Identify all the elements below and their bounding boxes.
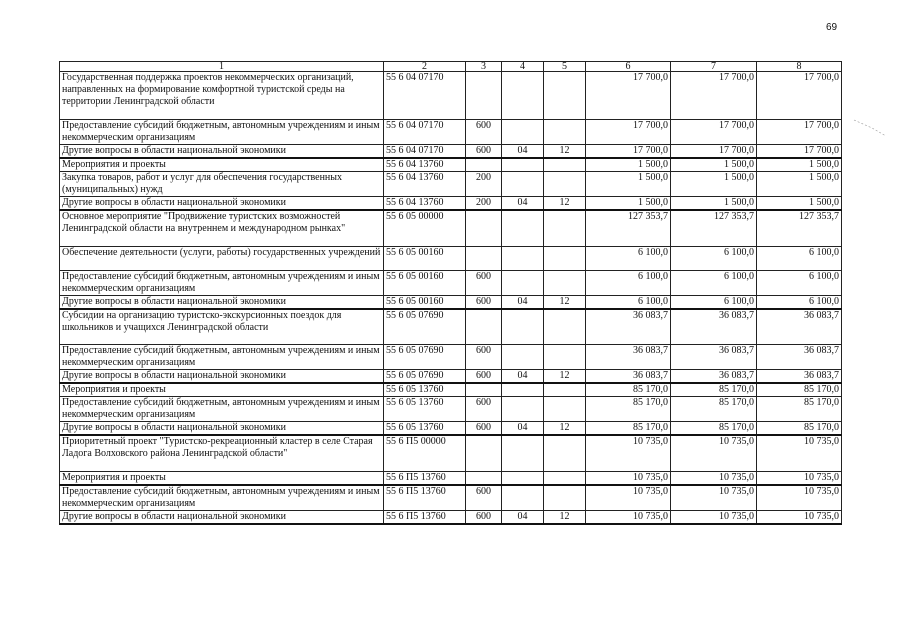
row-rz-cell <box>502 309 544 345</box>
table-row <box>60 397 842 422</box>
column-header-1: 1 <box>60 62 384 72</box>
row-rz-cell <box>502 120 544 145</box>
row-value-8-cell: 10 735,0 <box>757 435 842 471</box>
row-name-cell: Мероприятия и проекты <box>60 158 384 172</box>
row-value-7-cell: 10 735,0 <box>671 471 757 485</box>
row-pr-cell <box>544 397 586 422</box>
row-value-6-cell: 17 700,0 <box>586 145 671 159</box>
row-rz-cell <box>502 345 544 370</box>
row-rz-cell <box>502 172 544 197</box>
row-value-6-cell: 85 170,0 <box>586 422 671 436</box>
row-name-cell: Предоставление субсидий бюджетным, автономным учреждениям и иным некоммерческим организациям <box>60 120 384 145</box>
row-value-6-cell: 6 100,0 <box>586 246 671 270</box>
row-value-6-cell: 127 353,7 <box>586 210 671 246</box>
row-code-cell: 55 6 05 07690 <box>384 309 466 345</box>
row-value-7-cell: 85 170,0 <box>671 383 757 397</box>
row-value-8-cell: 127 353,7 <box>757 210 842 246</box>
row-value-7-cell: 17 700,0 <box>671 72 757 120</box>
row-name-cell: Другие вопросы в области национальной экономики <box>60 295 384 309</box>
row-name-cell: Основное мероприятие "Продвижение туристских возможностей Ленинградской области на внутреннем и международном рынках" <box>60 210 384 246</box>
row-code-cell: 55 6 05 13760 <box>384 397 466 422</box>
row-value-6-cell: 1 500,0 <box>586 158 671 172</box>
row-rz-cell <box>502 435 544 471</box>
row-vr-cell: 600 <box>466 120 502 145</box>
row-rz-cell <box>502 270 544 295</box>
row-value-6-cell: 6 100,0 <box>586 270 671 295</box>
column-header-4: 4 <box>502 62 544 72</box>
table-row <box>60 435 842 471</box>
row-value-8-cell: 36 083,7 <box>757 309 842 345</box>
row-code-cell: 55 6 05 07690 <box>384 370 466 384</box>
row-rz-cell: 04 <box>502 197 544 211</box>
row-pr-cell: 12 <box>544 145 586 159</box>
row-code-cell: 55 6 05 00000 <box>384 210 466 246</box>
row-pr-cell: 12 <box>544 295 586 309</box>
row-pr-cell <box>544 485 586 511</box>
table-row <box>60 383 842 397</box>
row-value-7-cell: 10 735,0 <box>671 485 757 511</box>
row-rz-cell <box>502 485 544 511</box>
row-value-8-cell: 6 100,0 <box>757 246 842 270</box>
row-code-cell: 55 6 05 13760 <box>384 383 466 397</box>
row-vr-cell <box>466 210 502 246</box>
row-value-8-cell: 10 735,0 <box>757 485 842 511</box>
row-value-7-cell: 17 700,0 <box>671 120 757 145</box>
column-header-6: 6 <box>586 62 671 72</box>
table-row <box>60 422 842 436</box>
row-pr-cell <box>544 158 586 172</box>
row-vr-cell: 600 <box>466 295 502 309</box>
row-value-8-cell: 85 170,0 <box>757 397 842 422</box>
table-row <box>60 270 842 295</box>
row-vr-cell <box>466 309 502 345</box>
row-name-cell: Мероприятия и проекты <box>60 471 384 485</box>
row-value-8-cell: 17 700,0 <box>757 145 842 159</box>
page-number: 69 <box>826 22 838 33</box>
row-name-cell: Субсидии на организацию туристско-экскурсионных поездок для школьников и учащихся Ленинградской области <box>60 309 384 345</box>
row-value-6-cell: 17 700,0 <box>586 120 671 145</box>
row-vr-cell <box>466 383 502 397</box>
row-rz-cell: 04 <box>502 370 544 384</box>
row-rz-cell: 04 <box>502 295 544 309</box>
row-vr-cell: 600 <box>466 370 502 384</box>
row-rz-cell <box>502 383 544 397</box>
row-name-cell: Закупка товаров, работ и услуг для обеспечения государственных (муниципальных) нужд <box>60 172 384 197</box>
row-pr-cell: 12 <box>544 197 586 211</box>
row-pr-cell <box>544 309 586 345</box>
row-pr-cell: 12 <box>544 422 586 436</box>
row-value-8-cell: 85 170,0 <box>757 383 842 397</box>
row-code-cell: 55 6 04 13760 <box>384 158 466 172</box>
row-pr-cell <box>544 210 586 246</box>
row-code-cell: 55 6 04 13760 <box>384 172 466 197</box>
row-value-6-cell: 36 083,7 <box>586 309 671 345</box>
row-value-8-cell: 17 700,0 <box>757 72 842 120</box>
row-value-7-cell: 127 353,7 <box>671 210 757 246</box>
row-vr-cell: 200 <box>466 172 502 197</box>
table-row <box>60 345 842 370</box>
table-row <box>60 172 842 197</box>
row-rz-cell <box>502 471 544 485</box>
row-pr-cell <box>544 435 586 471</box>
row-rz-cell: 04 <box>502 422 544 436</box>
row-name-cell: Государственная поддержка проектов некоммерческих организаций, направленных на формирование комфортной туристской среды на территории Ленинградской области <box>60 72 384 120</box>
row-rz-cell: 04 <box>502 145 544 159</box>
row-value-8-cell: 36 083,7 <box>757 345 842 370</box>
scan-artifact-mark <box>852 118 888 138</box>
table-header-row <box>60 62 842 72</box>
row-vr-cell <box>466 72 502 120</box>
row-value-8-cell: 1 500,0 <box>757 197 842 211</box>
row-value-8-cell: 17 700,0 <box>757 120 842 145</box>
row-code-cell: 55 6 04 13760 <box>384 197 466 211</box>
row-value-6-cell: 1 500,0 <box>586 172 671 197</box>
row-pr-cell <box>544 246 586 270</box>
row-value-8-cell: 10 735,0 <box>757 471 842 485</box>
table-row <box>60 120 842 145</box>
row-code-cell: 55 6 05 13760 <box>384 422 466 436</box>
row-code-cell: 55 6 04 07170 <box>384 72 466 120</box>
row-value-6-cell: 1 500,0 <box>586 197 671 211</box>
row-pr-cell <box>544 383 586 397</box>
row-code-cell: 55 6 П5 00000 <box>384 435 466 471</box>
row-code-cell: 55 6 05 00160 <box>384 295 466 309</box>
row-pr-cell <box>544 172 586 197</box>
row-value-7-cell: 1 500,0 <box>671 158 757 172</box>
row-value-6-cell: 85 170,0 <box>586 383 671 397</box>
row-name-cell: Мероприятия и проекты <box>60 383 384 397</box>
row-name-cell: Предоставление субсидий бюджетным, автономным учреждениям и иным некоммерческим организациям <box>60 345 384 370</box>
row-vr-cell: 600 <box>466 345 502 370</box>
row-vr-cell <box>466 435 502 471</box>
row-pr-cell <box>544 72 586 120</box>
row-pr-cell <box>544 120 586 145</box>
row-value-6-cell: 10 735,0 <box>586 471 671 485</box>
row-value-7-cell: 36 083,7 <box>671 309 757 345</box>
row-name-cell: Предоставление субсидий бюджетным, автономным учреждениям и иным некоммерческим организациям <box>60 397 384 422</box>
table-row <box>60 158 842 172</box>
row-value-7-cell: 85 170,0 <box>671 422 757 436</box>
row-name-cell: Обеспечение деятельности (услуги, работы) государственных учреждений <box>60 246 384 270</box>
column-header-2: 2 <box>384 62 466 72</box>
row-name-cell: Приоритетный проект "Туристско-рекреационный кластер в селе Старая Ладога Волховского района Ленинградской области" <box>60 435 384 471</box>
row-value-7-cell: 6 100,0 <box>671 270 757 295</box>
row-pr-cell <box>544 270 586 295</box>
row-rz-cell <box>502 158 544 172</box>
table-row <box>60 485 842 511</box>
row-name-cell: Другие вопросы в области национальной экономики <box>60 197 384 211</box>
row-value-7-cell: 85 170,0 <box>671 397 757 422</box>
row-code-cell: 55 6 П5 13760 <box>384 471 466 485</box>
column-header-5: 5 <box>544 62 586 72</box>
row-value-7-cell: 10 735,0 <box>671 435 757 471</box>
table-row <box>60 471 842 485</box>
row-value-6-cell: 36 083,7 <box>586 345 671 370</box>
row-code-cell: 55 6 П5 13760 <box>384 510 466 524</box>
row-value-7-cell: 10 735,0 <box>671 510 757 524</box>
row-value-7-cell: 6 100,0 <box>671 246 757 270</box>
row-value-6-cell: 36 083,7 <box>586 370 671 384</box>
row-value-7-cell: 36 083,7 <box>671 345 757 370</box>
row-code-cell: 55 6 05 07690 <box>384 345 466 370</box>
row-value-6-cell: 6 100,0 <box>586 295 671 309</box>
row-value-8-cell: 1 500,0 <box>757 172 842 197</box>
row-value-8-cell: 1 500,0 <box>757 158 842 172</box>
row-value-8-cell: 6 100,0 <box>757 270 842 295</box>
row-vr-cell: 600 <box>466 422 502 436</box>
row-name-cell: Другие вопросы в области национальной экономики <box>60 510 384 524</box>
table-row <box>60 370 842 384</box>
row-vr-cell: 600 <box>466 270 502 295</box>
row-vr-cell <box>466 158 502 172</box>
row-name-cell: Другие вопросы в области национальной экономики <box>60 370 384 384</box>
row-rz-cell <box>502 246 544 270</box>
row-value-7-cell: 36 083,7 <box>671 370 757 384</box>
row-code-cell: 55 6 П5 13760 <box>384 485 466 511</box>
row-name-cell: Другие вопросы в области национальной экономики <box>60 422 384 436</box>
row-value-7-cell: 1 500,0 <box>671 172 757 197</box>
row-value-8-cell: 6 100,0 <box>757 295 842 309</box>
table-row <box>60 295 842 309</box>
row-name-cell: Другие вопросы в области национальной экономики <box>60 145 384 159</box>
row-code-cell: 55 6 05 00160 <box>384 246 466 270</box>
table-body <box>60 72 842 524</box>
table-row <box>60 197 842 211</box>
column-header-8: 8 <box>757 62 842 72</box>
row-value-7-cell: 17 700,0 <box>671 145 757 159</box>
column-header-7: 7 <box>671 62 757 72</box>
table-row <box>60 145 842 159</box>
row-value-8-cell: 36 083,7 <box>757 370 842 384</box>
row-vr-cell: 200 <box>466 197 502 211</box>
row-value-7-cell: 6 100,0 <box>671 295 757 309</box>
table-row <box>60 309 842 345</box>
row-rz-cell <box>502 72 544 120</box>
row-vr-cell: 600 <box>466 485 502 511</box>
row-name-cell: Предоставление субсидий бюджетным, автономным учреждениям и иным некоммерческим организациям <box>60 485 384 511</box>
row-value-6-cell: 10 735,0 <box>586 435 671 471</box>
row-pr-cell <box>544 345 586 370</box>
row-rz-cell <box>502 397 544 422</box>
row-vr-cell <box>466 246 502 270</box>
table-row <box>60 510 842 524</box>
row-pr-cell: 12 <box>544 510 586 524</box>
row-pr-cell: 12 <box>544 370 586 384</box>
budget-table <box>59 61 842 525</box>
column-header-3: 3 <box>466 62 502 72</box>
row-vr-cell: 600 <box>466 397 502 422</box>
row-value-6-cell: 10 735,0 <box>586 485 671 511</box>
row-value-8-cell: 10 735,0 <box>757 510 842 524</box>
row-vr-cell <box>466 471 502 485</box>
row-value-6-cell: 10 735,0 <box>586 510 671 524</box>
table-row <box>60 72 842 120</box>
row-vr-cell: 600 <box>466 510 502 524</box>
row-vr-cell: 600 <box>466 145 502 159</box>
row-code-cell: 55 6 04 07170 <box>384 120 466 145</box>
row-rz-cell <box>502 210 544 246</box>
row-code-cell: 55 6 05 00160 <box>384 270 466 295</box>
row-value-8-cell: 85 170,0 <box>757 422 842 436</box>
row-value-6-cell: 85 170,0 <box>586 397 671 422</box>
row-pr-cell <box>544 471 586 485</box>
row-code-cell: 55 6 04 07170 <box>384 145 466 159</box>
table-row <box>60 246 842 270</box>
row-value-6-cell: 17 700,0 <box>586 72 671 120</box>
row-rz-cell: 04 <box>502 510 544 524</box>
row-value-7-cell: 1 500,0 <box>671 197 757 211</box>
table-row <box>60 210 842 246</box>
row-name-cell: Предоставление субсидий бюджетным, автономным учреждениям и иным некоммерческим организациям <box>60 270 384 295</box>
